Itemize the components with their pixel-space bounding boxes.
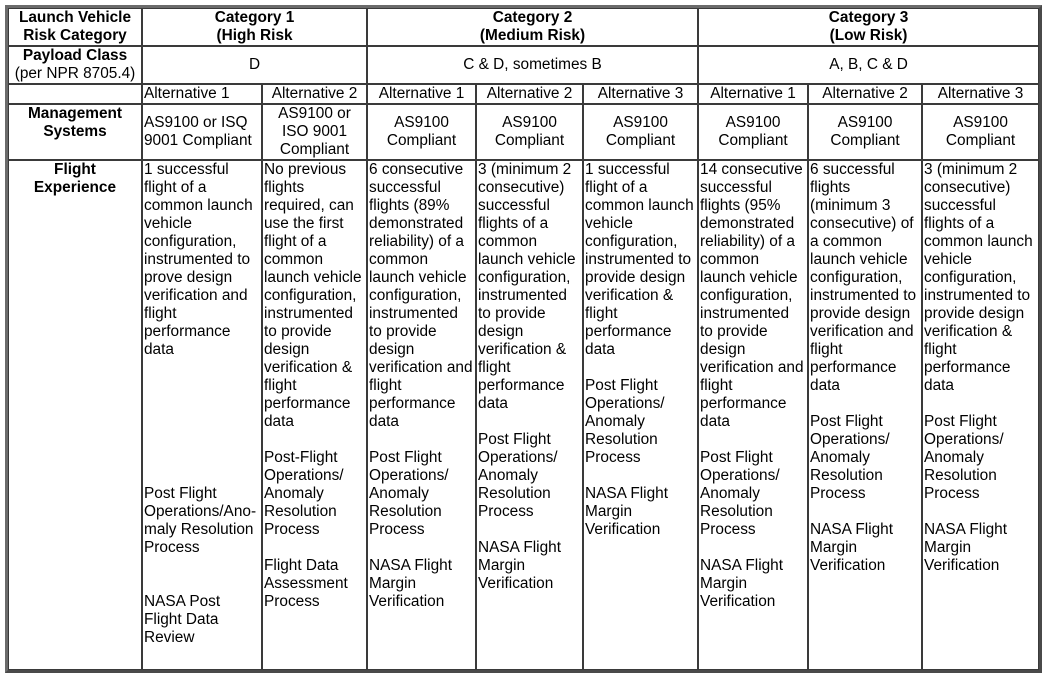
management-cat2-alt3: AS9100 Compliant <box>583 104 698 160</box>
cat2-alternative-2: Alternative 2 <box>476 84 583 104</box>
management-systems-label-line1: Management <box>27 105 123 122</box>
payload-class-label: Payload Class <box>22 47 128 64</box>
margin-verification-text: NASA Flight Margin Verification <box>585 485 668 538</box>
cat3-alternative-3: Alternative 3 <box>922 84 1039 104</box>
payload-class-label-cell <box>8 46 142 84</box>
cat2-alternative-1: Alternative 1 <box>367 84 476 104</box>
management-cat1-alt2: AS9100 or ISO 9001 Compliant <box>262 104 367 160</box>
post-flight-process-text: Post Flight Operations/ Anomaly Resolution Process <box>810 413 890 502</box>
flight-cat3-alt3 <box>922 160 1039 670</box>
category-1-title: Category 1 <box>214 9 295 26</box>
payload-class-sublabel: (per NPR 8705.4) <box>14 65 136 82</box>
payload-class-row <box>8 46 1039 84</box>
alternatives-row <box>8 84 1039 104</box>
management-cat2-alt1: AS9100 Compliant <box>367 104 476 160</box>
flight-requirement-text: 1 successful flight of a common launch vehicle configuration, instrumented to prove design verification and flight performance data <box>144 161 253 358</box>
flight-cat3-alt2 <box>808 160 922 670</box>
post-flight-process-text: Post-Flight Operations/ Anomaly Resolution Process <box>264 449 344 538</box>
flight-cat1-alt1 <box>142 160 262 670</box>
management-cat3-alt2: AS9100 Compliant <box>808 104 922 160</box>
category-2-risk: (Medium Risk) <box>479 27 586 44</box>
flight-cat2-alt1 <box>367 160 476 670</box>
flight-cat2-alt3 <box>583 160 698 670</box>
margin-verification-text: NASA Flight Margin Verification <box>369 557 452 610</box>
flight-requirement-text: 6 successful flights (minimum 3 consecutive) of a common launch vehicle configuration, instrumented to provide design verification and flight performance data <box>810 161 917 394</box>
review-process-text: NASA Post Flight Data Review <box>144 593 221 646</box>
review-process-text: Flight Data Assessment Process <box>264 557 348 610</box>
risk-category-label-line2: Risk Category <box>23 27 127 44</box>
post-flight-process-text: Post Flight Operations/ Anomaly Resolution Process <box>585 377 665 466</box>
category-2-header <box>367 8 698 46</box>
cat3-alternative-2: Alternative 2 <box>808 84 922 104</box>
margin-verification-text: NASA Flight Margin Verification <box>924 521 1008 574</box>
management-cat3-alt3: AS9100 Compliant <box>922 104 1039 160</box>
post-flight-process-text: Post Flight Operations/ Anomaly Resolution Process <box>924 413 1004 502</box>
cat1-alternative-1: Alternative 1 <box>142 84 262 104</box>
payload-class-category-2: C & D, sometimes B <box>367 46 698 84</box>
flight-requirement-text: 6 consecutive successful flights (89% demonstrated reliability) of a common launch vehicle configuration, instrumented to provide design verification and flight performance data <box>369 161 473 430</box>
flight-experience-label-cell <box>8 160 142 670</box>
risk-category-label-line1: Launch Vehicle <box>18 9 132 26</box>
management-cat2-alt2: AS9100 Compliant <box>476 104 583 160</box>
cat3-alternative-1: Alternative 1 <box>698 84 808 104</box>
category-3-title: Category 3 <box>828 9 909 26</box>
category-3-header <box>698 8 1039 46</box>
post-flight-process-text: Post Flight Operations/ Anomaly Resolution Process <box>700 449 780 538</box>
payload-class-category-1: D <box>142 46 367 84</box>
risk-category-label-cell <box>8 8 142 46</box>
category-1-header <box>142 8 367 46</box>
management-systems-label-line2: Systems <box>43 123 107 140</box>
margin-verification-text: NASA Flight Margin Verification <box>478 539 561 592</box>
flight-cat3-alt1 <box>698 160 808 670</box>
category-1-risk: (High Risk <box>216 27 293 44</box>
flight-experience-row <box>8 160 1039 670</box>
flight-experience-label-line1: Flight <box>54 161 96 178</box>
alternatives-label-cell <box>8 84 142 104</box>
cat2-alternative-3: Alternative 3 <box>583 84 698 104</box>
management-cat3-alt1: AS9100 Compliant <box>698 104 808 160</box>
margin-verification-text: NASA Flight Margin Verification <box>810 521 894 574</box>
management-systems-row <box>8 104 1039 160</box>
margin-verification-text: NASA Flight Margin Verification <box>700 557 784 610</box>
flight-experience-label-line2: Experience <box>33 179 117 196</box>
header-row <box>8 8 1039 46</box>
flight-requirement-text: 3 (minimum 2 consecutive) successful flights of a common launch vehicle configuration, instrumented to provide design verification & flight performance data <box>924 161 1033 394</box>
flight-requirement-text: 3 (minimum 2 consecutive) successful flights of a common launch vehicle configuration, instrumented to provide design verification & flight performance data <box>478 161 576 412</box>
flight-cat2-alt2 <box>476 160 583 670</box>
post-flight-process-text: Post Flight Operations/Ano-maly Resolution Process <box>144 485 257 556</box>
category-3-risk: (Low Risk) <box>829 27 908 44</box>
flight-requirement-text: 1 successful flight of a common launch vehicle configuration, instrumented to provide design verification & flight performance data <box>585 161 694 358</box>
payload-class-category-3: A, B, C & D <box>698 46 1039 84</box>
launch-vehicle-risk-table <box>5 5 1042 673</box>
post-flight-process-text: Post Flight Operations/ Anomaly Resolution Process <box>478 431 558 520</box>
management-cat1-alt1: AS9100 or ISQ 9001 Compliant <box>142 104 262 160</box>
post-flight-process-text: Post Flight Operations/ Anomaly Resolution Process <box>369 449 449 538</box>
flight-cat1-alt2 <box>262 160 367 670</box>
cat1-alternative-2: Alternative 2 <box>262 84 367 104</box>
category-2-title: Category 2 <box>492 9 573 26</box>
flight-requirement-text: No previous flights required, can use the first flight of a common launch vehicle configuration, instrumented to provide design verification & flight performance data <box>264 161 362 430</box>
management-systems-label-cell <box>8 104 142 160</box>
flight-requirement-text: 14 consecutive successful flights (95% demonstrated reliability) of a common launch vehicle configuration, instrumented to provide design verification and flight performance data <box>700 161 804 430</box>
